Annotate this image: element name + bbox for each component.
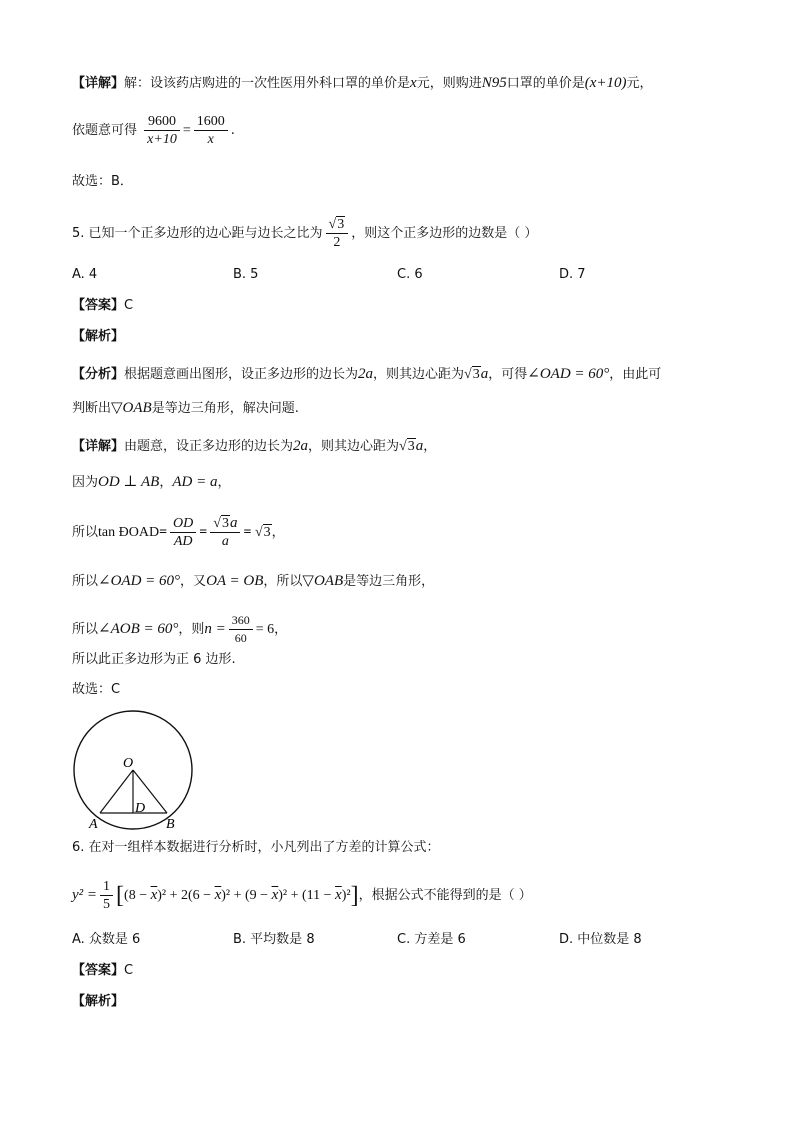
q5-detail-line4 <box>72 571 434 592</box>
term: )² + (9 − <box>221 888 272 903</box>
text: ， <box>423 439 437 454</box>
q4-detail-line <box>72 73 653 94</box>
text: 因为 <box>72 475 99 490</box>
q5-stem <box>72 216 537 251</box>
q6-stem: 6. 在对一组样本数据进行分析时，小凡列出了方差的计算公式： <box>72 840 440 855</box>
q5-analysis-line2 <box>72 398 299 419</box>
formula-lhs: y² = <box>72 887 98 903</box>
fraction-root3a-a <box>210 515 240 550</box>
sqrt-radicand: 3 <box>407 439 415 454</box>
answer-tag: 【答案】 <box>72 298 125 313</box>
var: a <box>415 438 424 454</box>
frac-den: x <box>207 132 214 147</box>
q6-stem-suffix: ，根据公式不能得到的是（ ） <box>358 888 532 903</box>
fraction-9600 <box>144 113 180 148</box>
bracket-open: [ <box>116 882 125 909</box>
var: a <box>229 515 238 531</box>
label-d: D <box>135 801 146 816</box>
text: ，则其边心距为 <box>308 439 400 454</box>
q4-sol-text: 元，则购进 <box>416 76 482 91</box>
frac-num: 1 <box>100 878 113 896</box>
analysis-tag: 【分析】 <box>72 367 125 382</box>
text: 所以 <box>72 622 99 637</box>
frac-num: OD <box>170 515 196 533</box>
price-expr: (x+10) <box>584 75 627 91</box>
text: 是等边三角形，解决问题. <box>151 401 299 416</box>
xbar: $\overline{x}$ <box>150 887 158 903</box>
frac-den: AD <box>173 534 193 549</box>
frac-den: 60 <box>234 631 247 645</box>
text: ，由此可 <box>609 367 662 382</box>
text: ，所以 <box>263 574 303 589</box>
text: ，则 <box>178 622 205 637</box>
equals-sign: = <box>243 525 252 540</box>
q4-sol-text: 口罩的单价是 <box>506 76 585 91</box>
fraction-1-5 <box>100 878 113 913</box>
frac-num: 1600 <box>194 113 228 131</box>
segment-oa <box>100 770 133 813</box>
eq-expr: OA = OB <box>206 573 264 589</box>
q5-stem-text: 5. 已知一个正多边形的边心距与边长之比为 <box>72 226 323 241</box>
q5-analysis-line1 <box>72 364 661 385</box>
q5-option-d: D. 7 <box>559 267 586 282</box>
xbar: $\overline{x}$ <box>214 887 222 903</box>
sqrt-expr: √3a <box>399 438 424 454</box>
answer-value: C <box>124 298 134 313</box>
q6-option-a: A. 众数是 6 <box>72 932 141 947</box>
text: 根据题意画出图形，设正多边形的边长为 <box>124 367 359 382</box>
perp-expr: OD ⊥ AB <box>98 474 160 490</box>
q6-analysis-tag: 【解析】 <box>72 994 125 1009</box>
text: ，又 <box>180 574 207 589</box>
angle-expr: ∠OAD = 60° <box>98 573 181 589</box>
fraction-360-60 <box>229 612 253 647</box>
answer-value: C <box>124 963 134 978</box>
term: )² <box>341 888 351 903</box>
frac-num: √3 <box>326 216 349 234</box>
q5-option-c: C. 6 <box>397 267 423 282</box>
text: 判断出 <box>72 401 112 416</box>
bracket-close: ] <box>350 882 359 909</box>
equals-sign: = <box>182 123 191 138</box>
q4-choice: 故选：B． <box>72 174 133 189</box>
frac-den: x+10 <box>147 132 177 147</box>
frac-num: 360 <box>229 612 253 630</box>
label-o: O <box>123 756 134 771</box>
tan-expr: tan ÐOAD <box>98 525 160 540</box>
ad-expr: AD = a <box>172 474 218 490</box>
side-expr: 2a <box>293 438 309 454</box>
q6-answer <box>72 961 133 981</box>
frac-num: √3a <box>210 515 240 533</box>
text: 由题意，设正多边形的边长为 <box>124 439 294 454</box>
q5-answer <box>72 296 133 316</box>
text: ， <box>217 475 231 490</box>
sqrt-radicand: 3 <box>337 217 345 232</box>
q5-detail-line5 <box>72 612 287 647</box>
label-b: B <box>166 817 175 832</box>
equals-sign: = <box>199 525 208 540</box>
answer-tag: 【答案】 <box>72 963 125 978</box>
q5-analysis-tag: 【解析】 <box>72 329 125 344</box>
text: 是等边三角形， <box>343 574 435 589</box>
period: . <box>230 123 235 138</box>
text: 所以 <box>72 525 99 540</box>
eq-prefix: 依题意可得 <box>72 123 138 138</box>
sqrt-radicand: 3 <box>221 516 229 531</box>
q5-option-a: A. 4 <box>72 267 98 282</box>
text: ， <box>271 525 285 540</box>
xbar: $\overline{x}$ <box>335 887 342 903</box>
q5-detail-line6: 所以此正多边形为正 6 边形. <box>72 652 236 667</box>
text: ， <box>274 622 288 637</box>
angle-expr: ∠AOB = 60° <box>98 621 179 637</box>
label-a: A <box>89 817 98 832</box>
text: ， <box>159 475 173 490</box>
equals-sign: = <box>159 525 168 540</box>
sqrt-expr: √3a <box>464 366 489 382</box>
q6-option-d: D. 中位数是 8 <box>559 932 642 947</box>
q4-sol-text: 元， <box>626 76 653 91</box>
circle-figure <box>66 706 200 834</box>
n95-label: N95 <box>481 75 507 91</box>
side-expr: 2a <box>358 366 374 382</box>
q5-detail-line1 <box>72 436 436 457</box>
sqrt-expr: √3 <box>251 525 271 540</box>
text: ，可得 <box>488 367 528 382</box>
triangle-expr: ▽OAB <box>302 573 344 589</box>
q5-detail-line2 <box>72 472 231 493</box>
ratio-fraction <box>326 216 349 251</box>
q5-option-b: B. 5 <box>233 267 259 282</box>
result: = 6 <box>255 622 275 637</box>
text: ，则其边心距为 <box>373 367 465 382</box>
q5-detail-line3 <box>72 515 285 550</box>
xbar: $\overline{x}$ <box>271 887 279 903</box>
n-expr: n = <box>204 621 226 637</box>
q4-sol-text: 解：设该药店购进的一次性医用外科口罩的单价是 <box>124 76 411 91</box>
text: 所以 <box>72 574 99 589</box>
q6-option-b: B. 平均数是 8 <box>233 932 315 947</box>
detail-tag: 【详解】 <box>72 76 125 91</box>
term: (8 − <box>124 888 151 903</box>
fraction-1600 <box>194 113 228 148</box>
frac-num: 9600 <box>144 113 180 131</box>
frac-den: 5 <box>103 897 111 912</box>
q5-choice: 故选：C <box>72 682 121 697</box>
term: )² + (11 − <box>278 888 336 903</box>
fraction-od-ad <box>170 515 196 550</box>
sqrt-radicand: 3 <box>472 367 480 382</box>
var: a <box>480 366 489 382</box>
q6-option-c: C. 方差是 6 <box>397 932 466 947</box>
q4-equation-line <box>72 113 235 148</box>
formula-body <box>124 888 351 903</box>
frac-den: 2 <box>333 235 341 250</box>
detail-tag: 【详解】 <box>72 439 125 454</box>
sqrt-radicand: 3 <box>263 525 271 540</box>
term: )² + 2(6 − <box>157 888 215 903</box>
q6-formula-line <box>72 878 532 913</box>
var-x: x <box>410 75 417 91</box>
angle-expr: ∠OAD = 60° <box>527 366 610 382</box>
q5-stem-text: ，则这个正多边形的边数是（ ） <box>351 226 538 241</box>
triangle-expr: ▽OAB <box>111 400 152 416</box>
frac-den: a <box>221 534 229 549</box>
